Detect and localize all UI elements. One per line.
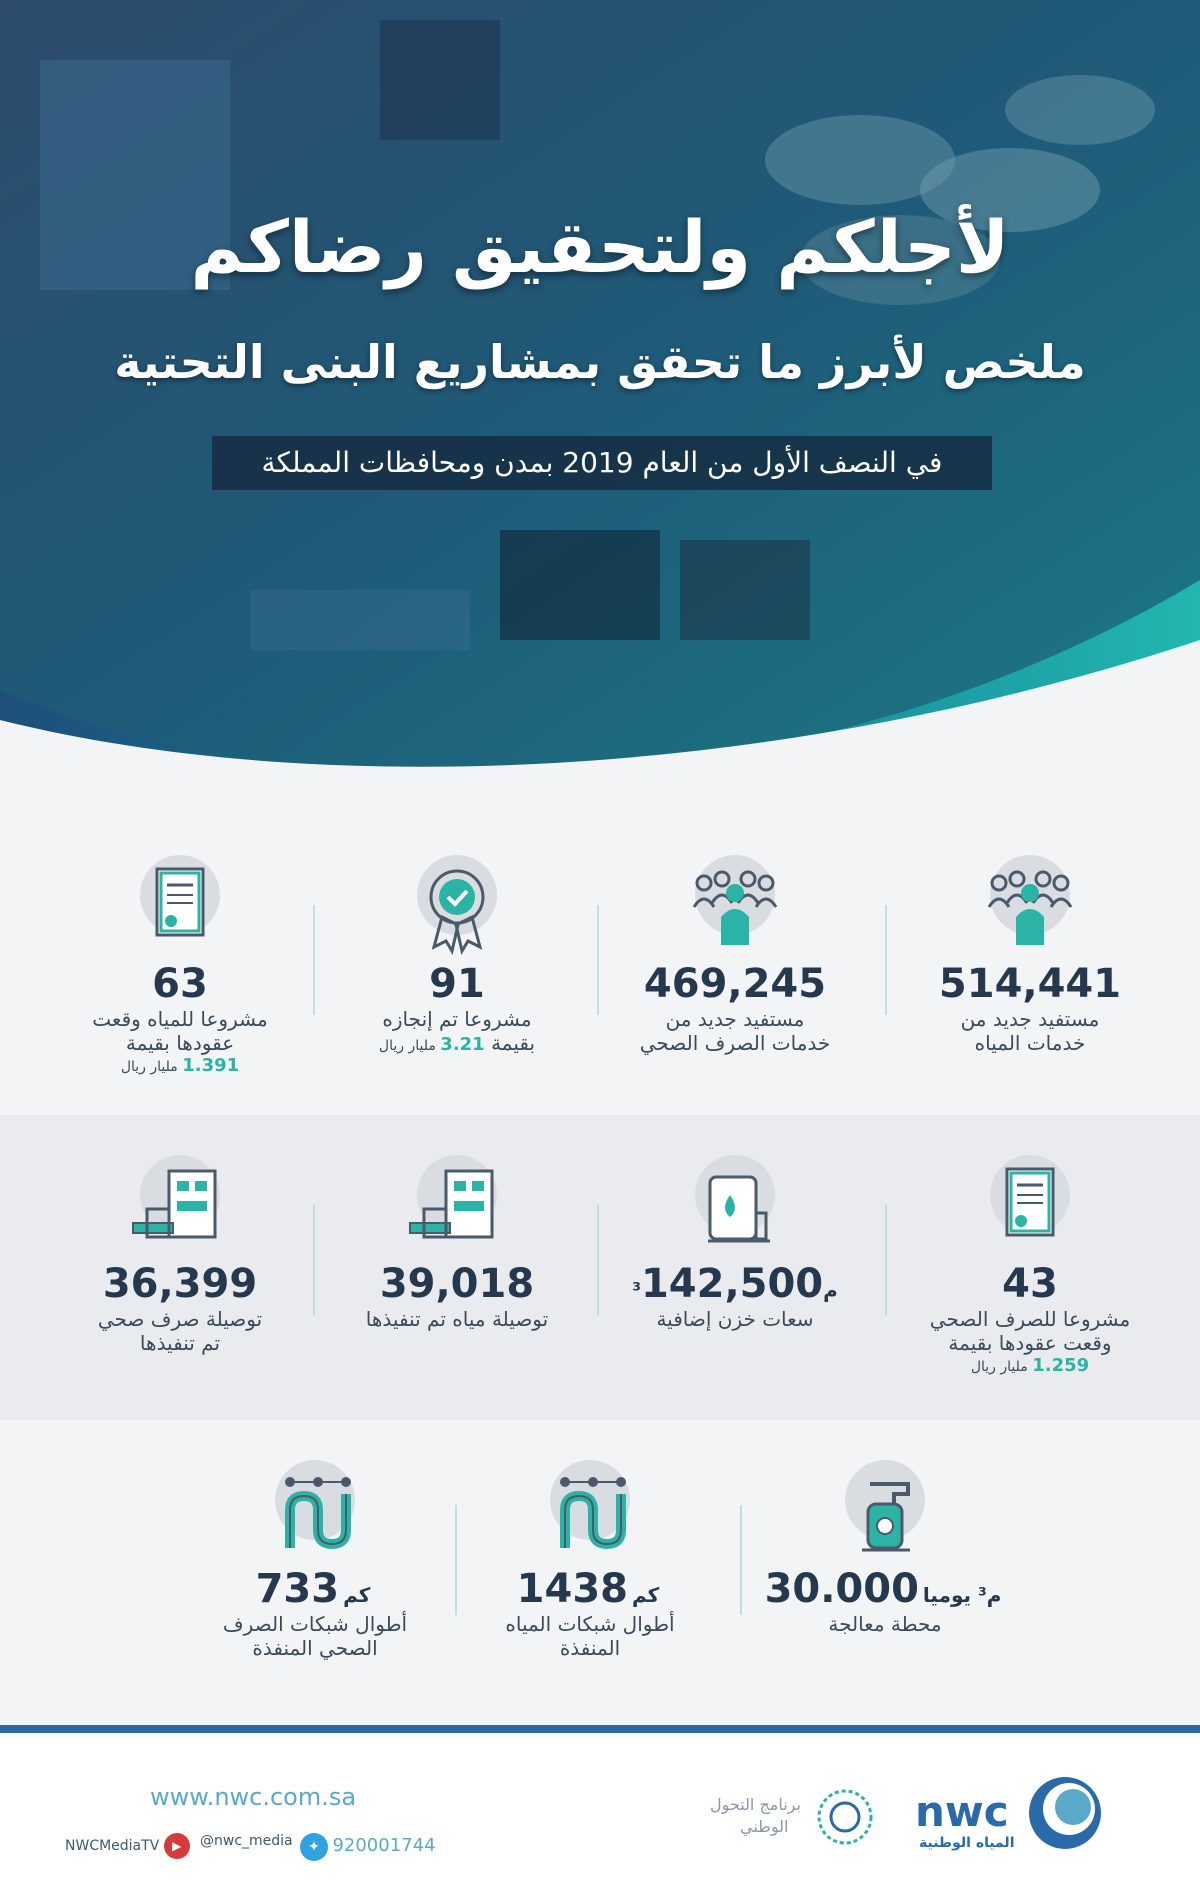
stat-label: مشروعا تم إنجازه — [382, 1007, 532, 1031]
pipe-network-icon — [260, 1460, 370, 1570]
stat-number: 63 — [152, 961, 208, 1007]
stat-label: أطوال شبكات الصرف — [222, 1612, 408, 1636]
stat-water-network-length — [455, 1460, 725, 1660]
hero-banner — [0, 0, 1200, 780]
water-drop-globe-icon — [1025, 1773, 1105, 1853]
hero-background-image — [0, 0, 1200, 780]
stat-number: م³ يوميا30.000 — [764, 1566, 1002, 1612]
youtube-icon: ▶ — [164, 1833, 190, 1859]
nwc-logo-arabic: المياه الوطنية — [919, 1835, 1015, 1851]
stat-label: مشروعا للصرف الصحي — [929, 1307, 1131, 1331]
stat-number: كم1438 — [516, 1566, 660, 1612]
stat-label-prefix: بقيمة — [491, 1031, 536, 1055]
stat-storage-capacity — [600, 1155, 870, 1331]
stat-number: 43 — [1002, 1261, 1058, 1307]
people-icon — [680, 855, 790, 965]
stat-label: مستفيد جديد من — [665, 1007, 805, 1031]
website-link[interactable]: www.nwc.com.sa — [150, 1783, 357, 1811]
twitter-icon: ✦ — [300, 1833, 328, 1861]
stat-number: كم733 — [255, 1566, 371, 1612]
youtube-handle[interactable]: NWCMediaTV ▶ — [65, 1833, 190, 1859]
stat-value: 1.391 مليار ريال — [120, 1055, 240, 1076]
stat-label — [322, 1031, 592, 1058]
stat-number: 91 — [429, 961, 485, 1007]
divider — [455, 1505, 457, 1615]
stat-treatment-plant — [750, 1460, 1020, 1636]
stat-water-beneficiaries — [895, 855, 1165, 1055]
vision-text: الوطني — [740, 1817, 789, 1836]
stat-sewage-contracts — [895, 1155, 1165, 1376]
divider — [597, 1205, 599, 1315]
stat-label: عقودها بقيمة — [125, 1031, 235, 1055]
divider — [885, 1205, 887, 1315]
stat-label: وقعت عقودها بقيمة — [948, 1331, 1112, 1355]
stat-label: سعات خزن إضافية — [656, 1307, 814, 1331]
stat-label: تم تنفيذها — [139, 1331, 221, 1355]
stat-label: مشروعا للمياه وقعت — [92, 1007, 268, 1031]
phone-number[interactable]: ✦ 920001744 — [300, 1833, 436, 1861]
stat-unit: م³ يوميا — [922, 1583, 1002, 1607]
stat-number: 36,399 — [102, 1261, 258, 1307]
page-title: لأجلكم ولتحقيق رضاكم — [190, 205, 1010, 289]
divider — [740, 1505, 742, 1615]
stat-label: توصيلة صرف صحي — [97, 1307, 263, 1331]
footer-rule — [0, 1725, 1200, 1733]
vision-text: برنامج التحول — [710, 1795, 801, 1814]
stat-label: توصيلة مياه تم تنفيذها — [365, 1307, 549, 1331]
stat-completed-projects — [322, 855, 592, 1058]
stat-number: م³142,500 — [632, 1261, 838, 1307]
house-connection-icon — [402, 1155, 512, 1265]
people-icon — [975, 855, 1085, 965]
contract-document-icon — [975, 1155, 1085, 1265]
stat-label: الصحي المنفذة — [252, 1636, 378, 1660]
stat-water-connections — [322, 1155, 592, 1331]
water-tank-icon — [680, 1155, 790, 1265]
stat-value: 1.259 مليار ريال — [970, 1355, 1090, 1376]
stat-label: خدمات الصرف الصحي — [639, 1031, 831, 1055]
stat-label: أطوال شبكات المياه — [505, 1612, 675, 1636]
award-badge-icon — [402, 855, 512, 965]
stat-label: خدمات المياه — [974, 1031, 1086, 1055]
stat-label: مستفيد جديد من — [960, 1007, 1100, 1031]
divider — [597, 905, 599, 1015]
contract-document-icon — [125, 855, 235, 965]
stat-label: محطة معالجة — [828, 1612, 942, 1636]
vision-program-logo — [700, 1783, 875, 1857]
stat-number: 39,018 — [379, 1261, 535, 1307]
pipe-network-icon — [535, 1460, 645, 1570]
stat-number: 469,245 — [643, 961, 827, 1007]
nwc-logo-text: nwc — [915, 1787, 1009, 1836]
stat-value: 3.21 مليار ريال — [378, 1034, 485, 1055]
stat-sewage-beneficiaries — [600, 855, 870, 1055]
stat-number: 514,441 — [938, 961, 1122, 1007]
footer — [0, 1733, 1200, 1904]
twitter-handle[interactable]: @nwc_media — [200, 1833, 293, 1849]
stat-unit: م³ — [632, 1278, 838, 1302]
stat-sewage-network-length — [180, 1460, 450, 1660]
page-subtitle: ملخص لأبرز ما تحقق بمشاريع البنى التحتية — [114, 335, 1086, 389]
stat-water-contracts — [45, 855, 315, 1076]
stat-label: المنفذة — [559, 1636, 621, 1660]
treatment-plant-icon — [830, 1460, 940, 1570]
stat-unit: كم — [343, 1583, 371, 1607]
stat-sewage-connections — [45, 1155, 315, 1355]
divider — [885, 905, 887, 1015]
period-banner: في النصف الأول من العام 2019 بمدن ومحافظات المملكة — [212, 436, 992, 490]
house-connection-icon — [125, 1155, 235, 1265]
stat-unit: كم — [632, 1583, 660, 1607]
